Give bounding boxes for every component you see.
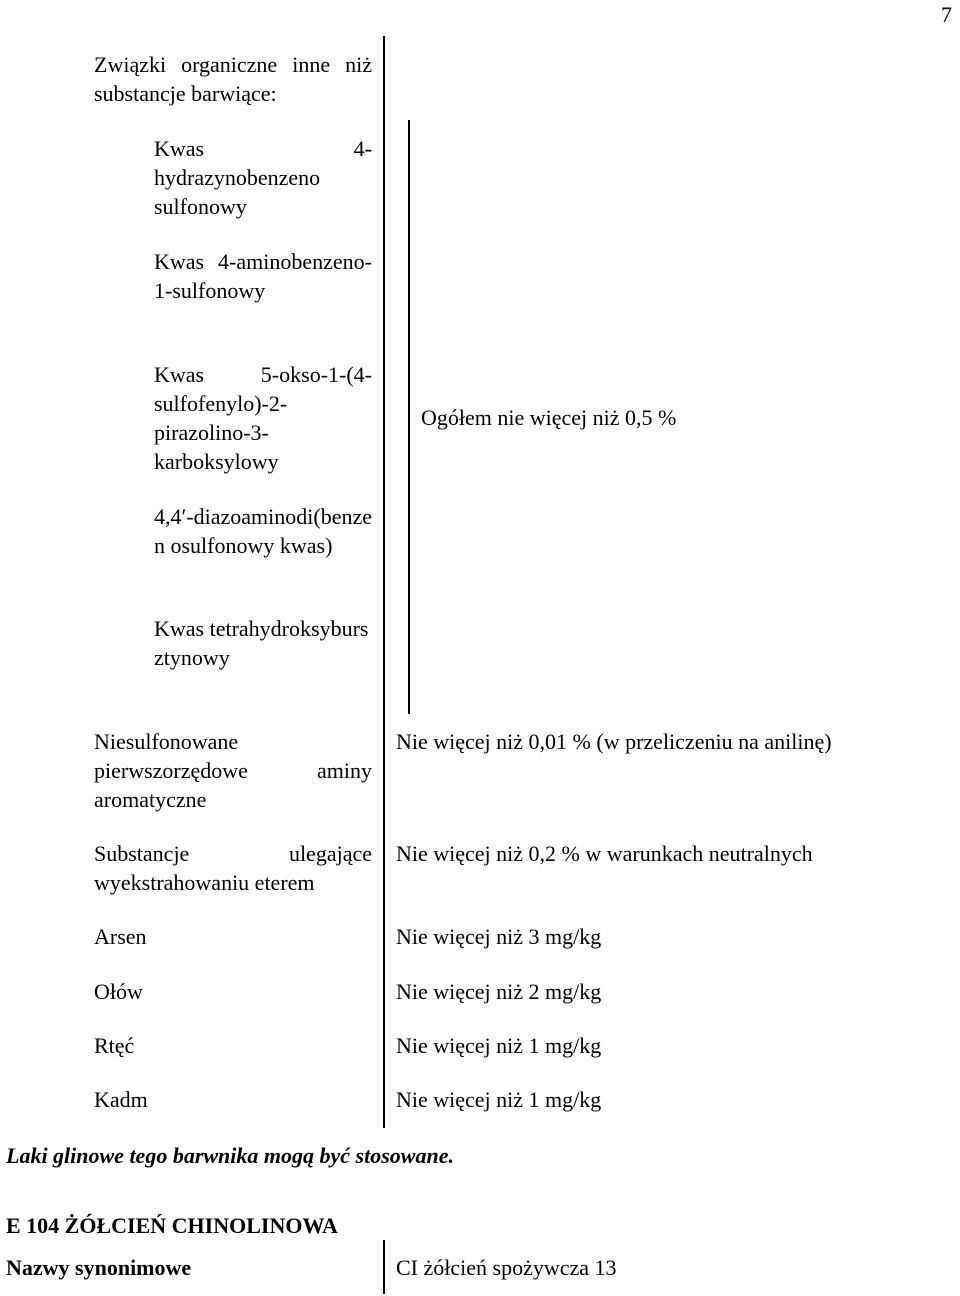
ether-extract-limit: Nie więcej niż 0,2 % w warunkach neutralnych — [396, 841, 813, 866]
arsen-limit: Nie więcej niż 3 mg/kg — [396, 924, 602, 949]
olow-label: Ołów — [94, 979, 143, 1004]
organic-compounds-heading: Związki organiczne inne niż substancje barwiące: — [94, 52, 372, 106]
organic-item-hydrazynobenzenosulfonowy: Kwas 4-hydrazynobenzeno sulfonowy — [154, 136, 372, 219]
kadm-limit: Nie więcej niż 1 mg/kg — [396, 1087, 602, 1112]
amines-limit: Nie więcej niż 0,01 % (w przeliczeniu na anilinę) — [396, 729, 832, 754]
synonyms-label: Nazwy synonimowe — [6, 1255, 192, 1280]
organic-total-limit: Ogółem nie więcej niż 0,5 % — [421, 405, 677, 430]
kadm-label: Kadm — [94, 1087, 148, 1112]
rtec-label: Rtęć — [94, 1033, 135, 1058]
arsen-label: Arsen — [94, 924, 147, 949]
amines-label: Niesulfonowane pierwszorzędowe aminy aromatyczne — [94, 729, 372, 812]
synonyms-value: CI żółcień spożywcza 13 — [396, 1255, 617, 1280]
aluminium-lakes-note: Laki glinowe tego barwnika mogą być stosowane. — [6, 1143, 454, 1168]
organic-item-diazoaminodi: 4,4′-diazoaminodi(benzen osulfonowy kwas) — [154, 504, 373, 558]
organic-item-aminobenzenosulfonowy: Kwas 4-aminobenzeno-1-sulfonowy — [154, 249, 372, 303]
page-number: 7 — [941, 2, 952, 27]
rtec-limit: Nie więcej niż 1 mg/kg — [396, 1033, 602, 1058]
organic-item-tetrahydroksybursztynowy: Kwas tetrahydroksybursztynowy — [154, 616, 369, 670]
ether-extract-label: Substancje ulegające wyekstrahowaniu eterem — [94, 841, 372, 895]
group-bracket-line — [408, 120, 410, 714]
column-divider — [383, 36, 385, 1128]
olow-limit: Nie więcej niż 2 mg/kg — [396, 979, 602, 1004]
synonyms-divider — [383, 1240, 385, 1294]
organic-item-pirazolino-karboksylowy: Kwas 5-okso-1-(4-sulfofenylo)-2-pirazolino-3-karboksylowy — [154, 362, 372, 474]
section-heading: E 104 ŻÓŁCIEŃ CHINOLINOWA — [6, 1213, 338, 1238]
